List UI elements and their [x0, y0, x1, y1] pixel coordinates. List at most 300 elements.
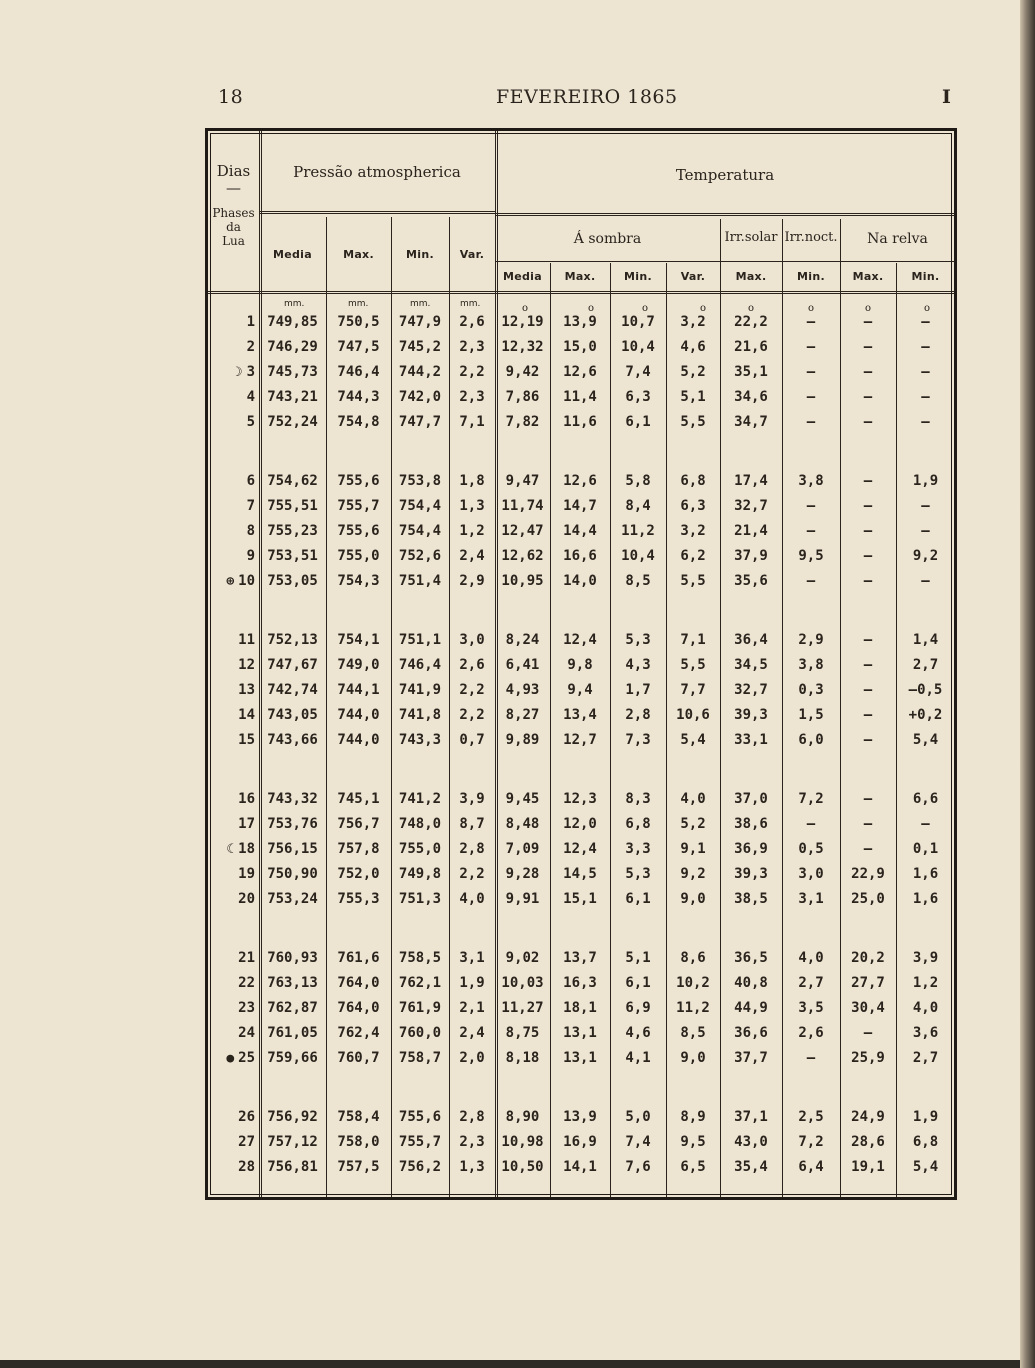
day-number: 10 — [238, 573, 255, 589]
page-number: 18 — [218, 86, 244, 108]
value-cell: 8,4 — [625, 498, 651, 514]
value-cell: 20,2 — [851, 950, 885, 966]
value-cell: 3,5 — [798, 1000, 824, 1016]
day-number: 21 — [238, 950, 255, 966]
value-cell: 5,2 — [680, 364, 706, 380]
value-cell: 3,8 — [798, 657, 824, 673]
value-cell: 751,3 — [398, 891, 442, 907]
value-cell: 747,67 — [267, 657, 318, 673]
value-cell: 1,9 — [912, 473, 939, 489]
day-number: 1 — [246, 314, 255, 330]
table-row — [208, 520, 960, 542]
value-cell: 10,7 — [621, 314, 655, 330]
value-cell: 9,89 — [505, 732, 540, 748]
table-row — [208, 1022, 960, 1044]
value-cell: 752,6 — [398, 548, 442, 564]
day-number: 3 — [246, 364, 255, 380]
value-cell: — — [863, 523, 873, 539]
value-cell: — — [863, 339, 873, 355]
value-cell: 2,1 — [459, 1000, 485, 1016]
value-cell: 13,9 — [563, 1109, 597, 1125]
value-cell: 9,42 — [505, 364, 540, 380]
row-rule — [208, 291, 955, 294]
value-cell: 744,0 — [337, 732, 380, 748]
value-cell: 754,4 — [398, 498, 442, 514]
value-cell: — — [921, 573, 930, 589]
value-cell: — — [863, 364, 873, 380]
value-cell: 28,6 — [851, 1134, 885, 1150]
day-number: 23 — [238, 1000, 255, 1016]
value-cell: 755,3 — [337, 891, 380, 907]
value-cell: — — [863, 707, 873, 723]
col-rule — [495, 131, 498, 1197]
page-edge — [1020, 0, 1035, 1368]
value-cell: 10,95 — [501, 573, 544, 589]
value-cell: — — [921, 523, 930, 539]
day-number: 18 — [238, 841, 255, 857]
value-cell: 35,1 — [734, 364, 768, 380]
value-cell: 34,5 — [734, 657, 768, 673]
value-cell: 10,4 — [621, 548, 655, 564]
value-cell: 5,4 — [912, 1159, 939, 1175]
value-cell: 12,0 — [563, 816, 597, 832]
value-cell: 9,2 — [680, 866, 706, 882]
value-cell: 40,8 — [734, 975, 768, 991]
value-cell: 36,6 — [734, 1025, 768, 1041]
day-cell — [208, 1047, 259, 1069]
col-rule — [610, 263, 611, 1197]
value-cell: 742,74 — [267, 682, 318, 698]
value-cell: 744,0 — [337, 707, 380, 723]
sombra-max-header: Max. — [564, 270, 596, 283]
value-cell: 2,2 — [459, 364, 485, 380]
value-cell: 15,0 — [563, 339, 597, 355]
table-row — [208, 495, 960, 517]
value-cell: — — [806, 339, 816, 355]
value-cell: 755,51 — [267, 498, 318, 514]
value-cell: 2,7 — [912, 1050, 939, 1066]
value-cell: 16,3 — [563, 975, 597, 991]
day-number: 6 — [246, 473, 255, 489]
value-cell: 7,3 — [625, 732, 651, 748]
value-cell: 34,7 — [734, 414, 768, 430]
value-cell: 12,4 — [563, 632, 597, 648]
value-cell: — — [921, 314, 930, 330]
value-cell: 7,1 — [459, 414, 485, 430]
day-number: 4 — [246, 389, 255, 405]
value-cell: 35,6 — [734, 573, 768, 589]
value-cell: — — [863, 498, 873, 514]
day-number: 28 — [238, 1159, 255, 1175]
value-cell: — — [863, 657, 873, 673]
value-cell: 759,66 — [267, 1050, 318, 1066]
value-cell: 13,1 — [563, 1050, 597, 1066]
value-cell: 761,9 — [398, 1000, 442, 1016]
value-cell: 762,1 — [398, 975, 442, 991]
table-row — [208, 997, 960, 1019]
value-cell: — — [806, 389, 816, 405]
irr-noct-header: Irr.noct. — [784, 230, 838, 245]
value-cell: 10,50 — [501, 1159, 544, 1175]
value-cell: 2,6 — [459, 314, 485, 330]
table-row — [208, 1047, 960, 1069]
unit-mm: mm. — [410, 299, 431, 309]
irr-noct-min-header: Min. — [797, 270, 825, 283]
row-rule — [495, 261, 955, 262]
value-cell: 8,5 — [680, 1025, 706, 1041]
value-cell: 3,1 — [459, 950, 485, 966]
value-cell: 10,6 — [676, 707, 710, 723]
value-cell: 751,4 — [398, 573, 442, 589]
phases-label-3: Lua — [222, 233, 245, 248]
moon-phase-icon: ⊕ — [226, 574, 235, 589]
value-cell: +0,2 — [908, 707, 943, 723]
value-cell: 760,7 — [337, 1050, 380, 1066]
moon-phase-icon: ● — [226, 1051, 235, 1066]
day-number: 13 — [238, 682, 255, 698]
value-cell: 6,1 — [625, 891, 651, 907]
day-cell — [208, 1022, 259, 1044]
value-cell: 6,1 — [625, 975, 651, 991]
value-cell: — — [806, 498, 816, 514]
value-cell: 11,6 — [563, 414, 597, 430]
value-cell: 12,6 — [563, 364, 597, 380]
phases-header — [208, 207, 259, 248]
value-cell: 764,0 — [337, 1000, 380, 1016]
value-cell: 2,6 — [798, 1025, 824, 1041]
value-cell: 7,4 — [625, 364, 651, 380]
value-cell: 9,02 — [505, 950, 540, 966]
value-cell: 3,2 — [680, 523, 706, 539]
day-number: 26 — [238, 1109, 255, 1125]
value-cell: — — [863, 632, 873, 648]
unit-degree: o — [865, 303, 872, 314]
day-cell — [208, 788, 259, 810]
value-cell: 12,3 — [563, 791, 597, 807]
day-cell — [208, 470, 259, 492]
value-cell: — — [863, 841, 873, 857]
day-cell — [208, 704, 259, 726]
value-cell: — — [921, 364, 930, 380]
value-cell: 756,92 — [267, 1109, 318, 1125]
day-cell — [208, 629, 259, 651]
value-cell: 744,3 — [337, 389, 380, 405]
value-cell: 12,6 — [563, 473, 597, 489]
value-cell: 6,3 — [625, 389, 651, 405]
value-cell: 1,2 — [912, 975, 939, 991]
pressao-min-header: Min. — [406, 248, 434, 261]
value-cell: 755,7 — [398, 1134, 442, 1150]
value-cell: 2,2 — [459, 707, 485, 723]
value-cell: 44,9 — [734, 1000, 768, 1016]
value-cell: 7,7 — [680, 682, 706, 698]
sombra-var-header: Var. — [680, 270, 706, 283]
table-row — [208, 386, 960, 408]
value-cell: 2,3 — [459, 1134, 485, 1150]
col-rule — [259, 131, 262, 1197]
value-cell: 39,3 — [734, 707, 768, 723]
day-cell — [208, 336, 259, 358]
value-cell: 755,6 — [337, 523, 380, 539]
value-cell: 753,05 — [267, 573, 318, 589]
irr-solar-max-header: Max. — [735, 270, 767, 283]
day-number: 22 — [238, 975, 255, 991]
value-cell: 10,03 — [501, 975, 544, 991]
value-cell: 2,4 — [459, 548, 485, 564]
value-cell: 755,6 — [337, 473, 380, 489]
value-cell: 8,5 — [625, 573, 651, 589]
value-cell: 6,41 — [505, 657, 540, 673]
sombra-media-header: Media — [503, 270, 542, 283]
value-cell: — — [863, 573, 873, 589]
value-cell: 8,24 — [505, 632, 540, 648]
value-cell: 19,1 — [851, 1159, 885, 1175]
day-number: 16 — [238, 791, 255, 807]
value-cell: 8,90 — [505, 1109, 540, 1125]
value-cell: 7,09 — [505, 841, 540, 857]
table-row — [208, 788, 960, 810]
value-cell: 750,5 — [337, 314, 380, 330]
day-cell — [208, 361, 259, 383]
day-cell — [208, 654, 259, 676]
day-number: 8 — [246, 523, 255, 539]
value-cell: 754,62 — [267, 473, 318, 489]
value-cell: — — [863, 791, 873, 807]
table-row — [208, 361, 960, 383]
day-number: 14 — [238, 707, 255, 723]
value-cell: 742,0 — [398, 389, 442, 405]
value-cell: 4,3 — [625, 657, 651, 673]
table-row — [208, 629, 960, 651]
value-cell: 741,9 — [398, 682, 442, 698]
value-cell: 744,2 — [398, 364, 442, 380]
value-cell: 8,9 — [680, 1109, 706, 1125]
value-cell: 2,2 — [459, 866, 485, 882]
day-cell — [208, 545, 259, 567]
value-cell: — — [806, 816, 816, 832]
value-cell: 9,5 — [798, 548, 824, 564]
value-cell: 745,1 — [337, 791, 380, 807]
value-cell: 2,7 — [798, 975, 824, 991]
value-cell: — — [806, 1050, 816, 1066]
value-cell: 0,1 — [912, 841, 939, 857]
value-cell: 32,7 — [734, 682, 768, 698]
unit-degree: o — [808, 303, 815, 314]
value-cell: 10,98 — [501, 1134, 544, 1150]
col-rule — [782, 219, 783, 1197]
table-row — [208, 838, 960, 860]
pressao-media-header: Media — [273, 248, 312, 261]
value-cell: 15,1 — [563, 891, 597, 907]
value-cell: — — [921, 339, 930, 355]
value-cell: 3,2 — [680, 314, 706, 330]
value-cell: 3,6 — [912, 1025, 939, 1041]
value-cell: 13,4 — [563, 707, 597, 723]
value-cell: — — [806, 523, 816, 539]
value-cell: 9,45 — [505, 791, 540, 807]
value-cell: 5,1 — [625, 950, 651, 966]
value-cell: 2,2 — [459, 682, 485, 698]
unit-degree: o — [700, 303, 707, 314]
value-cell: 12,62 — [501, 548, 544, 564]
unit-mm: mm. — [460, 299, 481, 309]
value-cell: 1,9 — [912, 1109, 939, 1125]
value-cell: 746,29 — [267, 339, 318, 355]
phases-label-2: da — [226, 219, 241, 234]
value-cell: 758,7 — [398, 1050, 442, 1066]
table-row — [208, 729, 960, 751]
value-cell: 756,7 — [337, 816, 380, 832]
value-cell: 1,5 — [798, 707, 824, 723]
value-cell: 753,76 — [267, 816, 318, 832]
temperatura-header: Temperatura — [675, 166, 775, 184]
value-cell: 37,7 — [734, 1050, 768, 1066]
value-cell: 745,2 — [398, 339, 442, 355]
value-cell: 4,0 — [459, 891, 485, 907]
value-cell: 3,9 — [912, 950, 939, 966]
day-cell — [208, 411, 259, 433]
value-cell: 2,6 — [459, 657, 485, 673]
value-cell: 21,4 — [734, 523, 768, 539]
value-cell: 36,5 — [734, 950, 768, 966]
meteorological-table — [205, 128, 957, 1200]
value-cell: 5,1 — [680, 389, 706, 405]
value-cell: 5,0 — [625, 1109, 651, 1125]
value-cell: 752,13 — [267, 632, 318, 648]
value-cell: 17,4 — [734, 473, 768, 489]
value-cell: 38,5 — [734, 891, 768, 907]
unit-degree: o — [522, 303, 529, 314]
value-cell: 2,9 — [459, 573, 485, 589]
day-cell — [208, 972, 259, 994]
col-rule — [666, 263, 667, 1197]
value-cell: 747,5 — [337, 339, 380, 355]
value-cell: 756,81 — [267, 1159, 318, 1175]
value-cell: 0,7 — [459, 732, 485, 748]
table-row — [208, 411, 960, 433]
day-number: 20 — [238, 891, 255, 907]
value-cell: 764,0 — [337, 975, 380, 991]
value-cell: 8,18 — [505, 1050, 540, 1066]
value-cell: 743,21 — [267, 389, 318, 405]
value-cell: 1,8 — [459, 473, 485, 489]
value-cell: 2,4 — [459, 1025, 485, 1041]
day-number: 7 — [246, 498, 255, 514]
value-cell: 5,5 — [680, 573, 706, 589]
value-cell: 760,93 — [267, 950, 318, 966]
pressao-var-header: Var. — [459, 248, 485, 261]
value-cell: 16,6 — [563, 548, 597, 564]
value-cell: 751,1 — [398, 632, 442, 648]
value-cell: — — [863, 1025, 873, 1041]
value-cell: 39,3 — [734, 866, 768, 882]
value-cell: 14,0 — [563, 573, 597, 589]
value-cell: 753,8 — [398, 473, 442, 489]
value-cell: — — [921, 498, 930, 514]
value-cell: 1,3 — [459, 1159, 485, 1175]
table-row — [208, 336, 960, 358]
value-cell: 2,8 — [459, 841, 485, 857]
value-cell: 2,0 — [459, 1050, 485, 1066]
value-cell: 18,1 — [563, 1000, 597, 1016]
value-cell: 752,0 — [337, 866, 380, 882]
value-cell: 757,12 — [267, 1134, 318, 1150]
col-rule — [550, 263, 551, 1197]
value-cell: — — [863, 732, 873, 748]
value-cell: 5,2 — [680, 816, 706, 832]
day-cell — [208, 997, 259, 1019]
value-cell: — — [863, 816, 873, 832]
value-cell: 762,87 — [267, 1000, 318, 1016]
value-cell: 763,13 — [267, 975, 318, 991]
value-cell: 3,9 — [459, 791, 485, 807]
value-cell: — — [863, 682, 873, 698]
value-cell: 1,9 — [459, 975, 485, 991]
irr-solar-header: Irr.solar — [724, 230, 778, 245]
value-cell: 9,8 — [567, 657, 593, 673]
table-row — [208, 972, 960, 994]
value-cell: 757,8 — [337, 841, 380, 857]
day-cell — [208, 888, 259, 910]
value-cell: 11,27 — [501, 1000, 544, 1016]
day-number: 11 — [238, 632, 255, 648]
value-cell: 753,51 — [267, 548, 318, 564]
value-cell: 4,6 — [625, 1025, 651, 1041]
value-cell: 2,3 — [459, 339, 485, 355]
table-row — [208, 654, 960, 676]
value-cell: — — [863, 314, 873, 330]
dias-header — [208, 163, 259, 198]
value-cell: — — [806, 314, 816, 330]
value-cell: 2,8 — [459, 1109, 485, 1125]
value-cell: 755,6 — [398, 1109, 442, 1125]
value-cell: 749,8 — [398, 866, 442, 882]
value-cell: 7,82 — [505, 414, 540, 430]
value-cell: 35,4 — [734, 1159, 768, 1175]
value-cell: 748,0 — [398, 816, 442, 832]
value-cell: —0,5 — [908, 682, 943, 698]
value-cell: 746,4 — [398, 657, 442, 673]
day-cell — [208, 520, 259, 542]
pressao-header: Pressão atmospherica — [293, 163, 461, 181]
value-cell: 754,4 — [398, 523, 442, 539]
value-cell: 758,4 — [337, 1109, 380, 1125]
day-number: 9 — [246, 548, 255, 564]
value-cell: 25,0 — [851, 891, 885, 907]
day-number: 17 — [238, 816, 255, 832]
day-cell — [208, 1106, 259, 1128]
value-cell: 3,8 — [798, 473, 824, 489]
value-cell: 3,0 — [798, 866, 824, 882]
value-cell: 747,9 — [398, 314, 442, 330]
value-cell: 14,4 — [563, 523, 597, 539]
day-number: 15 — [238, 732, 255, 748]
day-number: 12 — [238, 657, 255, 673]
value-cell: 743,66 — [267, 732, 318, 748]
day-number: 2 — [246, 339, 255, 355]
value-cell: 12,19 — [501, 314, 544, 330]
value-cell: 38,6 — [734, 816, 768, 832]
unit-degree: o — [748, 303, 755, 314]
value-cell: 34,6 — [734, 389, 768, 405]
table-row — [208, 1106, 960, 1128]
value-cell: 10,4 — [621, 339, 655, 355]
value-cell: — — [921, 389, 930, 405]
value-cell: 9,47 — [505, 473, 540, 489]
value-cell: 6,0 — [798, 732, 824, 748]
value-cell: 6,6 — [912, 791, 939, 807]
value-cell: — — [921, 414, 930, 430]
